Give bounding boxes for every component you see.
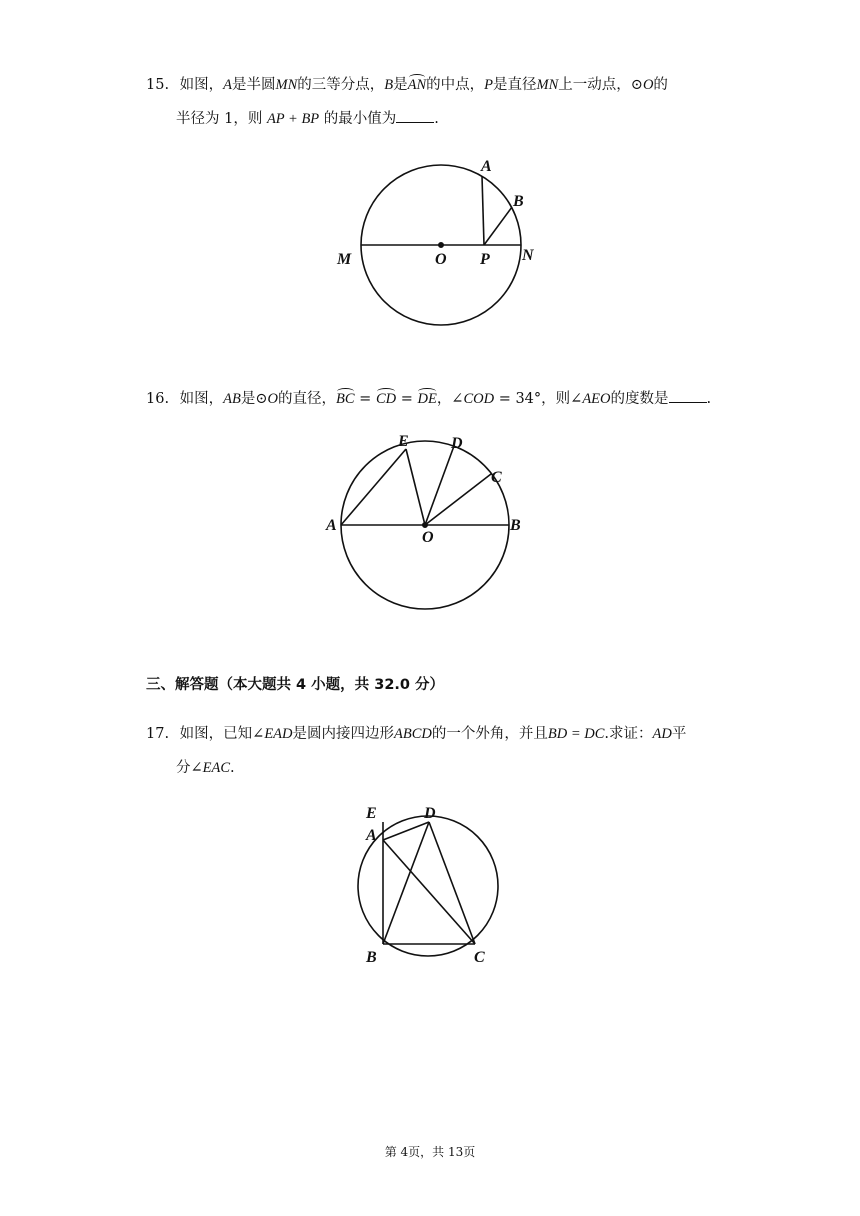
- figure-17: [358, 816, 498, 956]
- label-d: D: [424, 805, 436, 822]
- label-b: B: [510, 517, 521, 534]
- segment-eo: [406, 449, 425, 525]
- label-o: O: [435, 251, 447, 268]
- figure-16: [341, 441, 509, 609]
- q16-number: 16.: [146, 391, 170, 407]
- label-c: C: [491, 469, 502, 486]
- arc-bc: BC: [336, 391, 355, 407]
- circle: [358, 816, 498, 956]
- label-e: E: [398, 433, 409, 450]
- segment-ac: [383, 840, 475, 944]
- label-p: P: [480, 251, 490, 268]
- q16-line1: 16. 如图，AB是⊙O的直径，BC = CD = DE，∠COD = 34°，则∠AEO的度数是 .: [146, 391, 712, 407]
- label-d: D: [451, 435, 463, 452]
- label-a: A: [366, 827, 377, 844]
- q17-number: 17.: [146, 726, 170, 742]
- segment-ad: [383, 822, 429, 840]
- label-a: A: [481, 158, 492, 175]
- section-heading: 三、解答题（本大题共 4 小题，共 32.0 分）: [146, 677, 445, 693]
- label-a: A: [326, 517, 337, 534]
- q15-line1: 15. 如图，A是半圆MN的三等分点，B是AN的中点，P是直径MN上一动点，⊙O的: [146, 77, 668, 93]
- arc-cd: CD: [375, 391, 397, 407]
- label-m: M: [337, 251, 352, 268]
- label-c: C: [474, 949, 485, 966]
- q17-line1: 17. 如图，已知∠EAD是圆内接四边形ABCD的一个外角，并且BD = DC.求证：AD平: [146, 726, 687, 742]
- figure-15: [361, 165, 521, 325]
- center-dot: [439, 243, 443, 247]
- label-e: E: [366, 805, 377, 822]
- segment-bp: [484, 207, 512, 245]
- segment-dc: [429, 822, 475, 944]
- label-o: O: [422, 529, 434, 546]
- q17-line2: 分∠EAC.: [176, 760, 235, 776]
- center-dot: [423, 523, 427, 527]
- q15-line2: 半径为 1，则 AP + BP 的最小值为 .: [176, 111, 439, 127]
- arc-de: DE: [417, 391, 437, 407]
- label-n: N: [522, 247, 534, 264]
- segment-ap: [482, 176, 484, 245]
- q15-number: 15.: [146, 77, 170, 93]
- label-b: B: [513, 193, 524, 210]
- label-b: B: [366, 949, 377, 966]
- page-footer: 第 4页，共 13页: [384, 1145, 476, 1159]
- arc-an: AN: [407, 77, 427, 93]
